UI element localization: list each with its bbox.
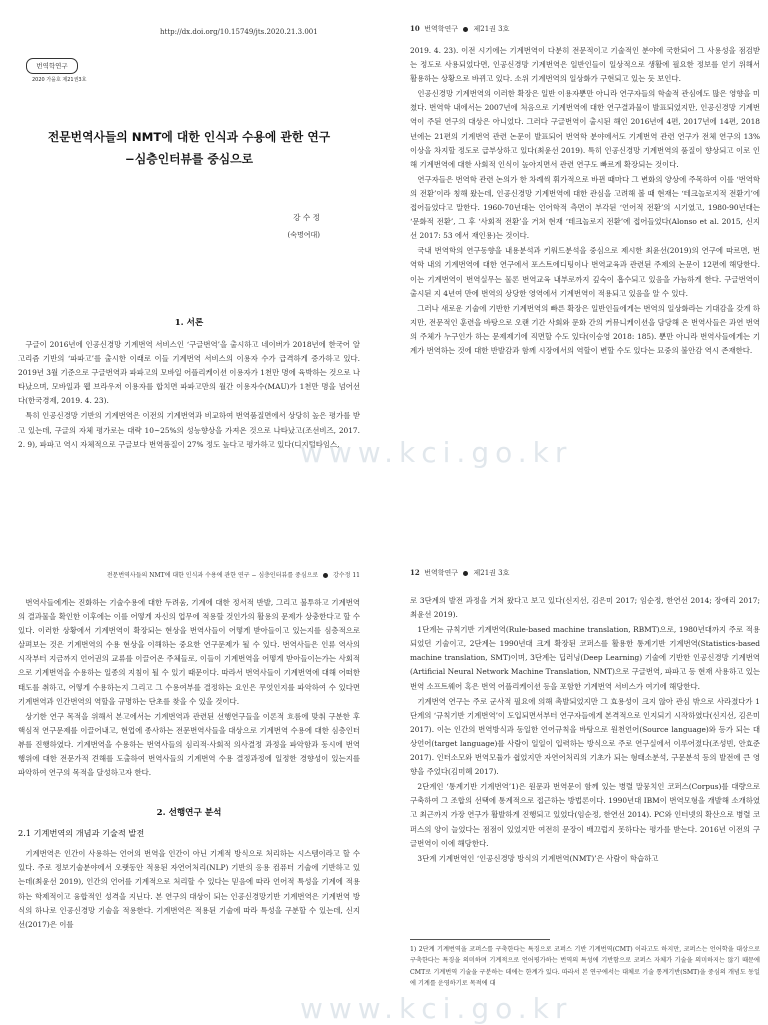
paragraph: 로 3단계의 발전 과정을 거쳐 왔다고 보고 있다(신지선, 김은미 2017; 임순정, 한연선 2014; 장애리 2017; 최윤선 2019). [410, 596, 760, 620]
paragraph: 2019. 4. 23). 이전 시기에는 기계번역이 다분히 전문적이고 기술적인 분야에 국한되어 그 사용성을 점검받는 정도로 사용되었다면, 인공신경망 기계번역은 일반인들이 일상적으로 생활에 필요한 정보를 얻기 위해서 활용하는 상황으로 바뀌고 있다. 소위 기계번역의 일상화가 구현되고 있는 듯 보인다. [410, 46, 760, 84]
paragraph: 연구자들은 번역학 관련 논의가 한 차례씩 휘가적으로 바뀐 때마다 그 변화의 양상에 주목하여 이를 ‘번역학의 전환’이라 칭해 왔는데, 인공신경망 기계번역에 대한 관심을 고려해 볼 때 현재는 ‘테크놀로지적 전환기’에 접어들었다고 말한다. 1960-70년대는 언어학적 측면이 부각된 ‘언어적 전환’의 시기였고, 1980-90년대는 ‘문화적 전환’, 그 후 ‘사회적 전환’을 거쳐 현재 ‘테크놀로지 전환’에 접어들었다(Alonso et al. 2015, 신지선 2017: 53 에서 재인용)는 것이다. [410, 174, 760, 241]
paragraph: 번역사들에게는 진화하는 기술수용에 대한 두려움, 기계에 대한 정서적 반발, 그리고 불투하고 기계번역의 결과물을 확인한 이후에는 이를 어떻게 자신의 업무에 적용할 것인가의 활용의 문제가 상충한다고 할 수 있다. 이러한 상황에서 기계번역이 확장되는 현상을 번역사들이 어떻게 받아들이고 있는지를 심층적으로 살펴보는 것은 기계번역의 수용 현상을 이해하는 중요한 연구문제가 될 수 있다. 번역사들은 인류 역사의 시작부터 지금까지 언어권의 교류를 이끌어온 주체들로, 이들이 기계번역을 어떻게 받아들이는가는 사회적으로 기계번역을 수용하는 일종의 지침이 될 수 있기 때문이다. 따라서 번역사들이 기계번역에 대해 어떠한 태도를 취하고, 어떻게 수용하는지 그리고 그 수용여부를 결정하는 요인은 무엇인지를 파악하여 수 있다면 기계번역과 인간번역의 역할을 규명하는 단초를 찾을 수 있을 것이다. [18, 598, 360, 706]
page-4-body [410, 594, 760, 934]
volume-issue: 제21권 3호 [473, 569, 510, 577]
paragraph: 특히 인공신경망 기반의 기계번역은 이전의 기계번역과 비교하여 번역품질면에서 상당히 높은 평가를 받고 있는데, 구글의 자체 평가로는 대략 10~25%의 성능향상을 가져온 것으로 나타났고(조선비즈, 2017. 2. 9), 파파고 역시 자체적으로 구글보다 번역품질이 27% 정도 높다고 평가하고 있다(디지털타임스, [18, 411, 360, 449]
journal-issue: 2020 가을호 제21권3호 [32, 77, 87, 83]
section-heading-prior-research: 2. 선행연구 분석 [156, 808, 222, 819]
paragraph: 국내 번역학의 연구동향을 내용분석과 키워드분석을 중심으로 제시한 최윤선(2019)의 연구에 따르면, 번역학 내의 기계번역에 대한 연구에서 포스트에디팅이나 번역교육과 관련된 주제의 논문이 12편에 해당한다. 이는 기계번역이 번역실무는 물론 번역교육 내부로까지 깊숙이 흡수되고 있음을 가늠하게 한다. 구글번역이 출시된 지 4년여 만에 번역의 상당한 영역에서 기계번역이 적용되고 있음을 알 수 있다. [410, 246, 760, 298]
paragraph: 기계번역은 인간이 사용하는 언어의 번역을 인간이 아닌 기계적 방식으로 처리하는 시스템이라고 할 수 있다. 주로 정보기술분야에서 오랫동안 적용된 자연어처리(NLP) 기반의 응용 컴퓨터 기술에 기반하고 있는데(최윤선 2019), 인간의 언어를 기계적으로 처리할 수 있다는 믿음에 따라 언어적 특성을 기계에 적용하는 학제적이고 융합적인 성격을 지닌다. 본 연구의 대상이 되는 인공신경망기반 기계번역은 기계번역 방식의 하나로 인공신경망 기술을 적용한다. 기계번역은 적용된 기술에 따라 특성을 구분할 수 있는데, 신지선(2017)은 이를 [18, 849, 360, 929]
paragraph: 인공신경망 기계번역의 이러한 확장은 일반 이용자뿐만 아니라 연구자들의 학술적 관심에도 많은 영향을 미쳤다. 번역학 내에서는 2007년에 처음으로 기계번역에 대한 연구결과물이 발표되었지만, 인공신경망 기계번역이 주된 연구의 대상은 아니었다. 그러다 구글번역이 출시된 해인 2016년에 4편, 2017년에 14편, 2018년에는 21편의 기계번역 관련 논문이 발표되어 번역학 분야에서도 기계번역 관련 연구가 전체 연구의 13% 이상을 차지할 정도로 급부상하고 있다(최윤선 2019). 특히 인공신경망 기계번역의 품질이 향상되고 이로 인해 기계번역에 대한 사회적 인식이 높아지면서 관련 연구도 빠르게 확장되는 것이다. [410, 89, 760, 169]
page-4 [410, 512, 760, 1024]
watermark: www.kci.go.kr [300, 992, 573, 1025]
page-number: 12 [410, 568, 420, 577]
paragraph: 1단계는 규칙기반 기계번역(Rule-based machine translation, RBMT)으로, 1980년대까지 주로 적용되었던 기술이고, 2단계는 1990년대 크게 확장된 코퍼스를 활용한 통계기반 기계번역(Statistics-based machine translation, SMT)이며, 3단계는 딥러닝(Deep Learning) 기술에 기반한 인공신경망 기계번역(Artificial Neural Network Machine Translation, NMT)으로 구글번역, 파파고 등 현재 사용하고 있는 번역 소프트웨어 혹은 번역 어플리케이션 등을 포함한 기계번역 서비스가 여기에 해당한다. [410, 625, 760, 691]
page-1-body [18, 300, 360, 453]
watermark: www.kci.go.kr [300, 436, 573, 469]
running-header [410, 568, 509, 578]
paragraph: 구글이 2016년에 인공신경망 기계번역 서비스인 ‘구글번역’을 출시하고 네이버가 2018년에 한국어 알고리즘 기반의 ‘파파고’를 출시한 이래로 이들 기계번역 서비스의 이용자 수가 급격하게 증가하고 있다. 2019년 3월 기준으로 구글번역과 파파고의 모바일 어플리케이션 이용자가 1천만 명에 육박하는 것으로 나타났으며, 모바일과 웹 브라우저 이용자를 합치면 파파고만의 월간 이용자수(MAU)가 1천만 명을 넘어선다(한국경제, 2019. 4. 23). [18, 340, 360, 406]
paragraph: 3단계 기계번역인 ‘인공신경망 방식의 기계번역(NMT)’은 사람이 학습하고 [417, 853, 659, 863]
page-number: 강수정 11 [333, 572, 360, 579]
footnote: 1) 2단계 기계번역을 코퍼스를 구축한다는 특징으로 코퍼스 기반 기계번역(CMT) 이라고도 하지만, 코퍼스는 언어학을 대상으로 구축한다는 특징을 의미하며 기계적으로 언어평가하는 번역의 특성에 기반함으로 코퍼스 자체가 기술을 의미하지는 않기 때문에 CMT로 기계번역 기술을 구분하는 데에는 한계가 있다. 따라서 본 연구에서는 대체로 기술 통계기반(SMT)을 중심의 개념도 동일에 기계를 운영하기로 목적에 대 [410, 946, 760, 987]
bullet-icon [463, 27, 468, 32]
page-3 [18, 512, 360, 1024]
page-number: 10 [410, 24, 420, 33]
paper-title [18, 126, 360, 170]
paragraph: 기계번역 연구는 주로 군사적 필요에 의해 촉발되었지만 그 효용성이 크지 않아 관심 밖으로 사라졌다가 1단계의 ‘규칙기반 기계번역’이 도입되면서부터 연구자들에게 본격적으로 인지되기 시작하였다(신지선, 김은미 2017). 이는 인간의 번역방식과 동일한 언어규칙을 바탕으로 원천언어(Source language)와 등가 되는 대상언어(target language)를 사람이 일일이 입력하는 방식으로 주로 연구실에서 이루어졌다(조성빈, 안효준 2017). 인터소모와 번역모듈가 쉽었지만 자연어처리의 기초가 되는 형태소분석, 구문분석 등의 발전에 큰 영향을 주었다(김미혜 2017). [410, 696, 760, 777]
subsection-heading: 2.1 기계번역의 개념과 기술적 발전 [18, 828, 145, 839]
title-line-1: 전문번역사들의 NMT에 대한 인식과 수용에 관한 연구 [47, 130, 331, 144]
page-3-body [18, 596, 360, 933]
volume-issue: 제21권 3호 [473, 25, 510, 33]
paragraph: 그러나 새로운 기술에 기반한 기계번역의 빠른 확장은 일반인들에게는 번역의 일상화라는 기대감을 갖게 하지만, 전문적인 훈련을 바탕으로 오랜 기간 사회와 문화 간의 커뮤니케이션을 담당해 온 번역사들은 과연 번역의 주체가 누구인가 하는 문제제기에 직면할 수도 있다(이승영 2018: 185). 뿐만 아니라 번역사들에게는 기계가 번역하는 것에 대한 반발감과 함께 시장에서의 역할이 변할 수도 있다는 묘중의 불안감 역시 존재한다. [410, 303, 760, 355]
journal-badge: 번역학연구 [26, 58, 78, 74]
author-affiliation: (숙명여대) [287, 231, 320, 239]
section-heading-intro: 1. 서론 [174, 318, 204, 328]
doi-link[interactable]: http://dx.doi.org/10.15749/jts.2020.21.3.001 [160, 28, 318, 36]
running-header [410, 24, 509, 34]
journal-name: 번역학연구 [424, 569, 459, 577]
bullet-icon [463, 571, 468, 576]
journal-name: 번역학연구 [424, 25, 459, 33]
paragraph: 상기한 연구 목적을 위해서 본고에서는 기계번역과 관련된 선행연구들을 이론적 흐름에 맞춰 구분한 후 핵심적 연구문제를 이끌어내고, 현업에 종사하는 전문번역사들을 대상으로 기계번역 수용에 대한 심층인터뷰를 진행하였다. 기계번역을 수용하는 번역사들의 심리적·사회적 의사결정 과정을 파악함과 동시에 번역행위에 대한 전문가적 견해를 도출하여 번역사들의 기계번역 수용 결정과정에 일정한 경향성이 있는지를 파악하여 연구의 목적을 달성하고자 한다. [18, 711, 360, 778]
paragraph: 2단계인 ‘통계기반 기계번역’1)은 원문과 번역문이 함께 있는 병렬 말뭉치인 코퍼스(Corpus)를 대량으로 구축하여 그 조합의 선택에 통계적으로 접근하는 방법론이다. 1990년대 IBM이 번역모형을 개발해 소개하였고 최근까지 가장 연구가 활발하게 진행되고 있었다(임순정, 한연선 2014). PC와 인터넷의 확산으로 병렬 코퍼스의 양이 늘었다는 점점이 있었지만 여전히 문장이 배끄럽지 못하다는 평가를 받는다. 2016년 이전의 구글번역이 이에 해당한다. [410, 782, 760, 848]
title-line-2: −심층인터뷰를 중심으로 [125, 152, 253, 166]
page-2-body [410, 44, 760, 359]
author-name: 강 수 정 [293, 213, 320, 222]
bullet-icon [323, 573, 328, 578]
running-title: 전문번역사들의 NMT에 대한 인식과 수용에 관한 연구 − 심층인터뷰를 중심으로 [106, 572, 319, 579]
footnote-divider [410, 939, 550, 940]
running-header [107, 570, 360, 579]
